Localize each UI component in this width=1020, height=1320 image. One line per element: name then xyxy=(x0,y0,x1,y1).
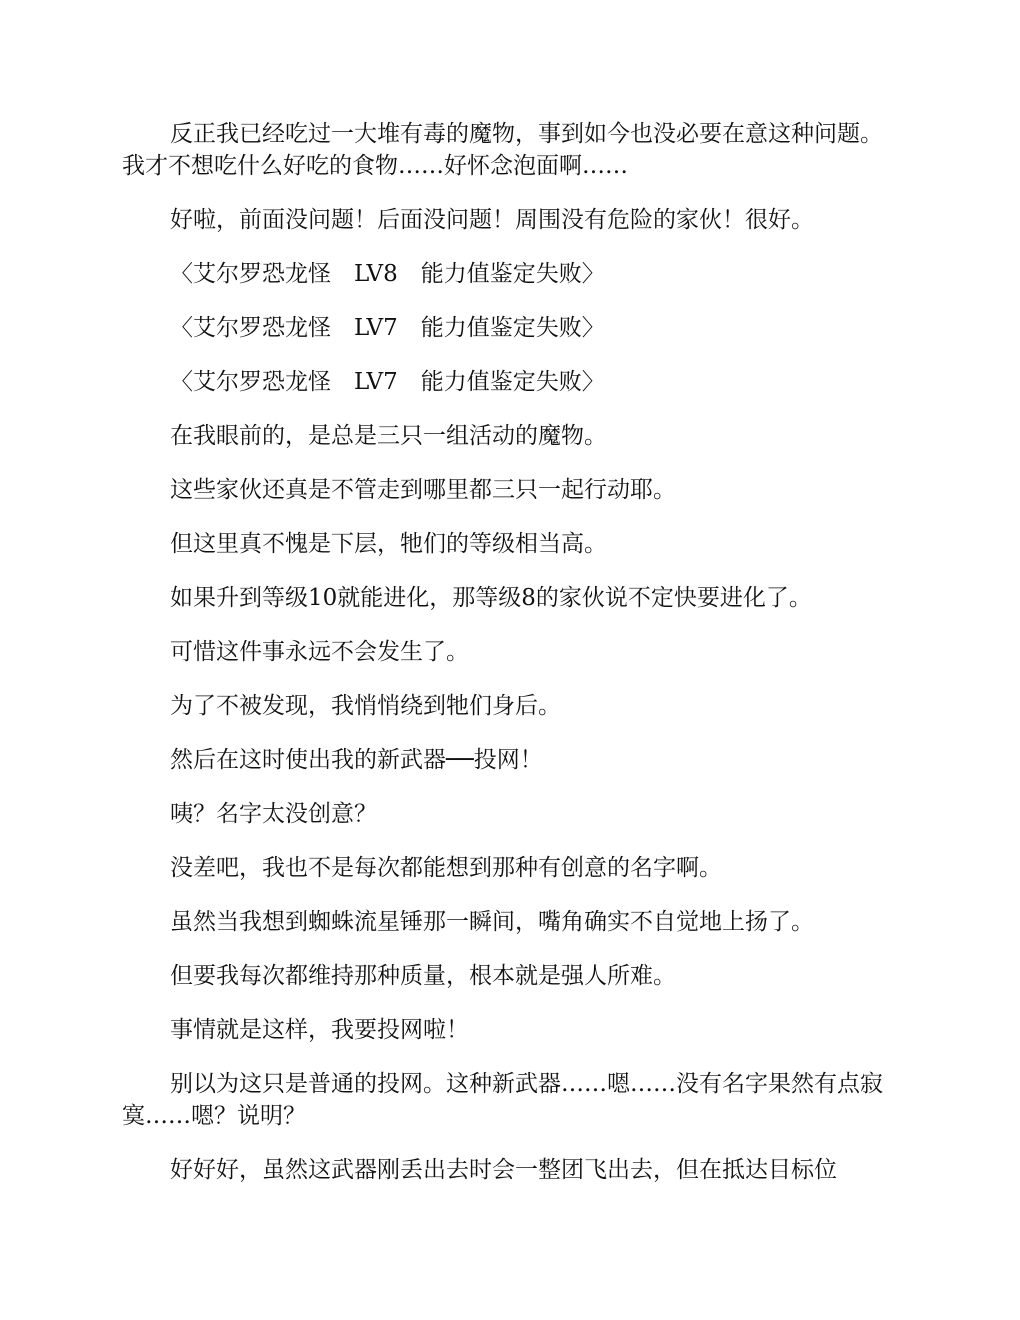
paragraph: 但要我每次都维持那种质量，根本就是强人所难。 xyxy=(170,963,676,989)
paragraph: 可惜这件事永远不会发生了。 xyxy=(170,639,469,665)
paragraph: 好好好，虽然这武器刚丢出去时会一整团飞出去，但在抵达目标位 xyxy=(170,1157,837,1183)
paragraph: 好啦，前面没问题！后面没问题！周围没有危险的家伙！很好。 xyxy=(170,207,814,233)
paragraph: 事情就是这样，我要投网啦！ xyxy=(170,1017,469,1043)
paragraph: 〈艾尔罗恐龙怪 LV7 能力值鉴定失败〉 xyxy=(170,315,605,341)
paragraph: 但这里真不愧是下层，牠们的等级相当高。 xyxy=(170,531,607,557)
paragraph: 然后在这时使出我的新武器──投网！ xyxy=(170,747,543,773)
paragraph: 在我眼前的，是总是三只一组活动的魔物。 xyxy=(170,423,607,449)
paragraph: 为了不被发现，我悄悄绕到牠们身后。 xyxy=(170,693,561,719)
paragraph: 咦？名字太没创意？ xyxy=(170,801,377,827)
paragraph: 〈艾尔罗恐龙怪 LV8 能力值鉴定失败〉 xyxy=(170,261,605,287)
paragraph: 〈艾尔罗恐龙怪 LV7 能力值鉴定失败〉 xyxy=(170,369,605,395)
paragraph: 这些家伙还真是不管走到哪里都三只一起行动耶。 xyxy=(170,477,676,503)
paragraph: 没差吧，我也不是每次都能想到那种有创意的名字啊。 xyxy=(170,855,722,881)
paragraph: 反正我已经吃过一大堆有毒的魔物，事到如今也没必要在意这种问题。我才不想吃什么好吃的食物……好怀念泡面啊…… xyxy=(122,121,883,179)
paragraph: 如果升到等级10就能进化，那等级8的家伙说不定快要进化了。 xyxy=(170,585,812,611)
paragraph: 别以为这只是普通的投网。这种新武器……嗯……没有名字果然有点寂寞……嗯？说明？ xyxy=(122,1071,883,1129)
document-page xyxy=(122,118,898,1208)
paragraph: 虽然当我想到蜘蛛流星锤那一瞬间，嘴角确实不自觉地上扬了。 xyxy=(170,909,814,935)
